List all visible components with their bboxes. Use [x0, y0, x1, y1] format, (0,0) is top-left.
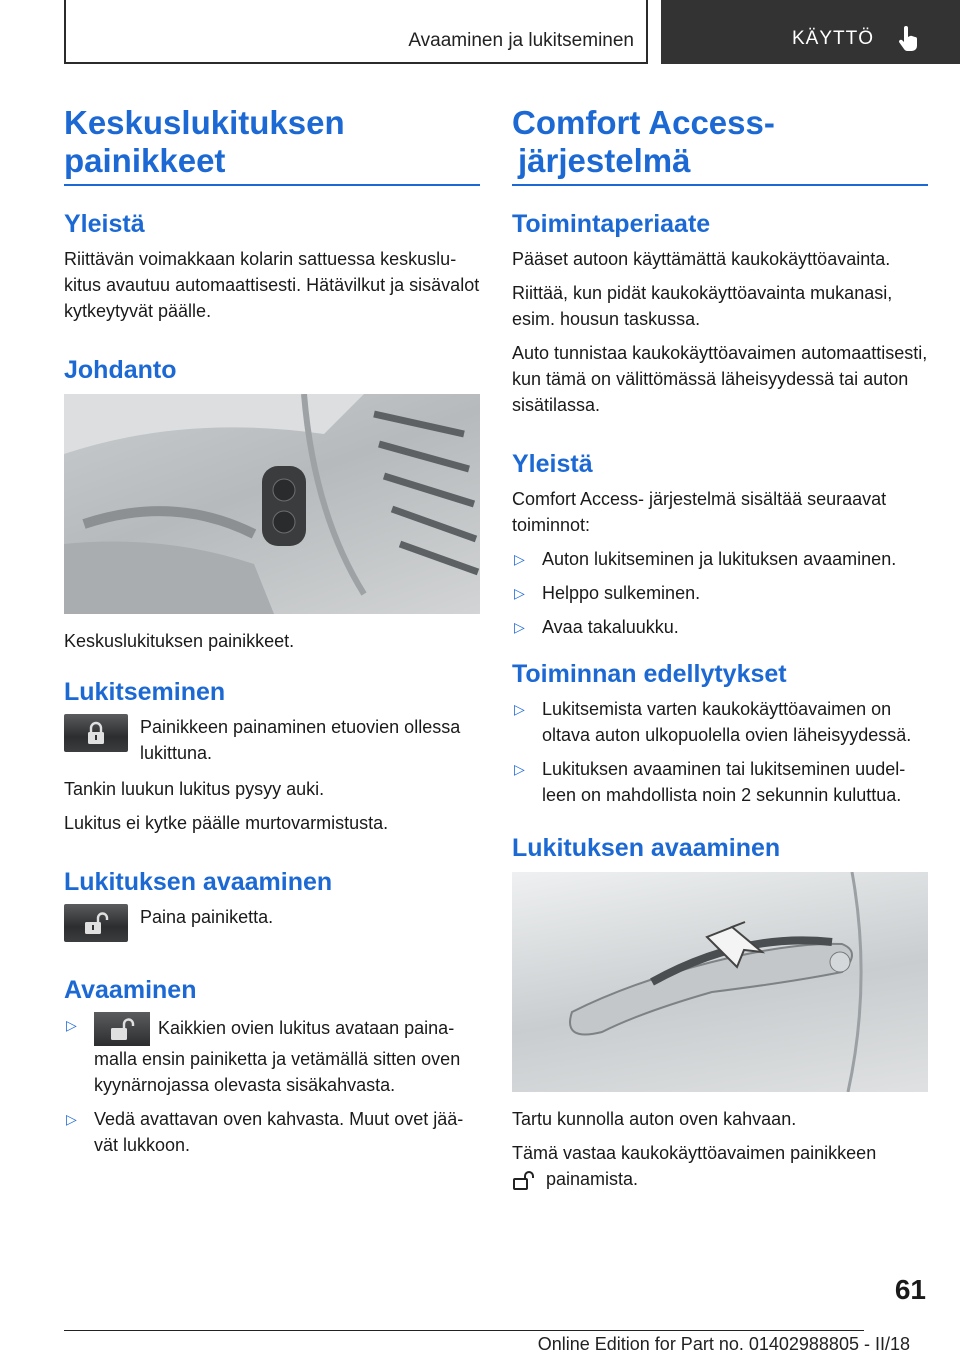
list-item [512, 580, 928, 606]
lukituksen-avaaminen-p2b: painamista. [546, 1169, 639, 1189]
door-handle-photo [512, 872, 928, 1092]
right-column [512, 104, 928, 1200]
left-section-title: Keskuslukituksen painikkeet [64, 104, 480, 186]
unlock-button-icon [94, 1012, 150, 1046]
footer-divider [64, 1330, 864, 1331]
bullet-triangle-icon: ▷ [514, 761, 525, 777]
edellytykset-list [512, 696, 928, 808]
avaaminen-lukitus-heading: Lukituksen avaaminen [64, 868, 333, 896]
toimintaperiaate-p3: Auto tunnistaa kaukokäyttöavaimen automaattisesti, kun tämä on välittömässä läheisyydessä tai auton sisätilassa. [512, 343, 928, 415]
lock-button-icon [64, 714, 128, 752]
unlock-button-icon [64, 904, 128, 942]
yleista-text: Riittävän voimakkaan kolarin sattuessa keskuslukitus avautuu automaattisesti. Hätävilkut ja sisävalot kytkeytyvät päälle. [64, 249, 480, 321]
left-column [64, 104, 480, 1168]
johdanto-heading: Johdanto [64, 356, 177, 384]
right-yleista-heading: Yleistä [512, 450, 593, 478]
avaaminen-item-2: Vedä avattavan oven kahvasta. Muut ovet jäävät lukkoon. [94, 1109, 464, 1155]
yleista-item-3: Avaa takaluukku. [542, 617, 679, 637]
header-tab[interactable] [661, 0, 960, 64]
header-tab-label: KÄYTTÖ [791, 28, 874, 49]
list-item [512, 546, 928, 572]
bullet-triangle-icon: ▷ [514, 701, 525, 717]
list-item [512, 756, 928, 808]
lukitseminen-p1: Tankin luukun lukitus pysyy auki. [64, 779, 325, 799]
bullet-triangle-icon: ▷ [514, 585, 525, 601]
hand-pointer-icon [898, 26, 920, 52]
yleista-item-2: Helppo sulkeminen. [542, 583, 701, 603]
door-panel-photo [64, 394, 480, 614]
header-box [64, 0, 648, 64]
list-item [512, 614, 928, 640]
yleista-item-1: Auton lukitseminen ja lukituksen avaaminen. [542, 549, 897, 569]
avaaminen-lukitus-icon-text: Paina painiketta. [140, 907, 274, 927]
right-section-title [512, 104, 928, 186]
lukituksen-avaaminen-p1: Tartu kunnolla auton oven kahvaan. [512, 1109, 797, 1129]
lukituksen-avaaminen-p2a: Tämä vastaa kaukokäyttöavaimen painikkeen [512, 1143, 877, 1163]
lukitseminen-p2: Lukitus ei kytke päälle murtovarmistusta. [64, 813, 389, 833]
toimintaperiaate-p1: Pääset autoon käyttämättä kaukokäyttöavainta. [512, 249, 891, 269]
right-title-line1: Comfort Access- [512, 104, 775, 141]
edellytykset-item-1: Lukitsemista varten kaukokäyttöavaimen on oltava auton ulkopuolella ovien läheisyydessä. [542, 699, 912, 745]
bullet-triangle-icon: ▷ [514, 551, 525, 567]
avaaminen-item-1: Kaikkien ovien lukitus avataan painamalla ensin painiketta ja vetämällä sitten oven kyynärnojassa olevasta sisäkahvasta. [94, 1017, 461, 1095]
page-number: 61 [894, 1274, 926, 1305]
footer-edition: Online Edition for Part no. 01402988805 - II/18 [537, 1334, 910, 1354]
lukituksen-avaaminen-p2 [512, 1140, 928, 1192]
bullet-triangle-icon: ▷ [66, 1111, 77, 1127]
header-title: Avaaminen ja lukitseminen [408, 30, 634, 51]
yleista-heading: Yleistä [64, 210, 145, 238]
bullet-triangle-icon: ▷ [514, 619, 525, 635]
list-item [64, 1012, 480, 1098]
edellytykset-item-2: Lukituksen avaaminen tai lukitseminen uudelleen on mahdollista noin 2 sekunnin kuluttua. [542, 759, 906, 805]
avaaminen-list [64, 1012, 480, 1158]
avaaminen-lukitus-row [64, 904, 480, 942]
right-yleista-list [512, 546, 928, 640]
list-item [64, 1106, 480, 1158]
unlock-icon [512, 1170, 536, 1190]
edellytykset-heading: Toiminnan edellytykset [512, 660, 787, 688]
lukitseminen-heading: Lukitseminen [64, 678, 226, 706]
toimintaperiaate-p2: Riittää, kun pidät kaukokäyttöavainta mukanasi, esim. housun taskussa. [512, 283, 893, 329]
list-item [512, 696, 928, 748]
lukituksen-avaaminen-heading: Lukituksen avaaminen [512, 834, 781, 862]
lukitseminen-row [64, 714, 480, 766]
right-yleista-text: Comfort Access- järjestelmä sisältää seuraavat toiminnot: [512, 489, 887, 535]
bullet-triangle-icon: ▷ [66, 1017, 77, 1033]
avaaminen-heading: Avaaminen [64, 976, 197, 1004]
right-title-line2: järjestelmä [518, 142, 691, 179]
lukitseminen-icon-text: Painikkeen painaminen etuovien ollessa lukittuna. [140, 717, 461, 763]
johdanto-caption: Keskuslukituksen painikkeet. [64, 631, 295, 651]
toimintaperiaate-heading: Toimintaperiaate [512, 210, 711, 238]
